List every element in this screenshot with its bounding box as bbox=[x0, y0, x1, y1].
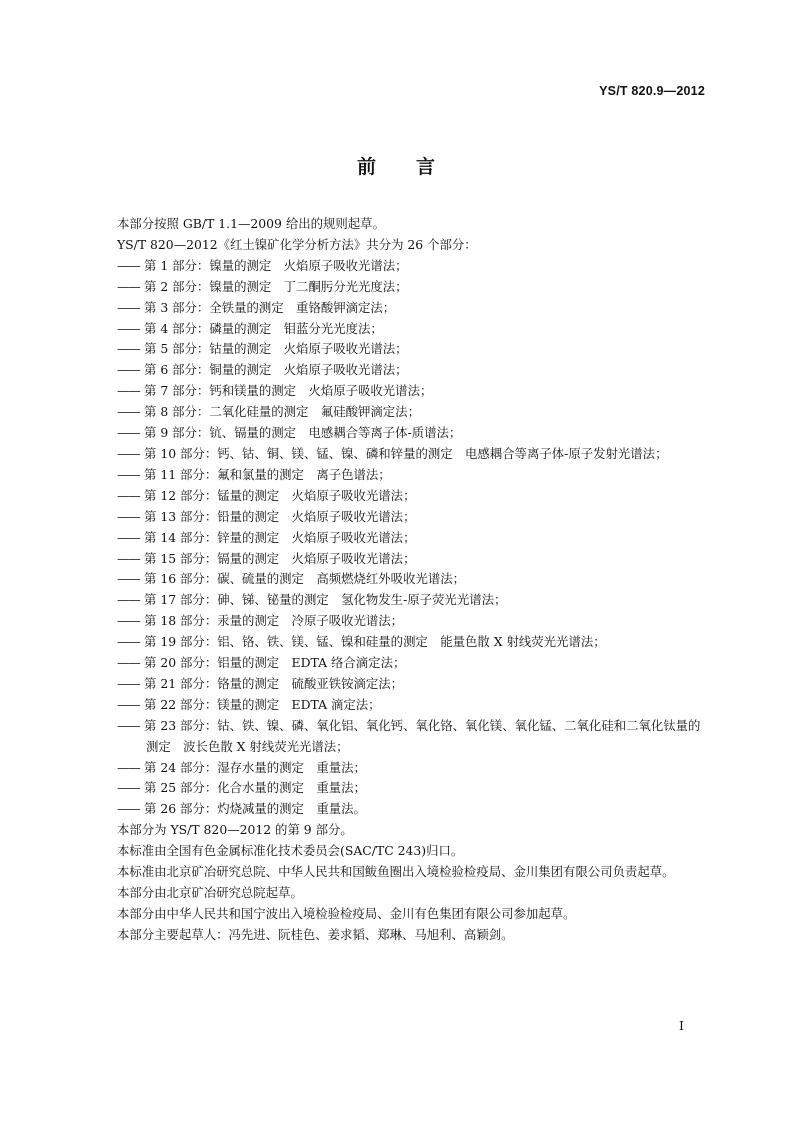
dash-mark: —— bbox=[117, 299, 140, 315]
dash-mark: —— bbox=[117, 696, 140, 712]
closing-paragraph: 本部分主要起草人：冯先进、阮桂色、姜求韬、郑琳、马旭利、高颖剑。 bbox=[117, 926, 514, 942]
list-item-text: 第 12 部分：锰量的测定 火焰原子吸收光谱法； bbox=[144, 487, 416, 503]
list-item-text: 第 21 部分：铬量的测定 硫酸亚铁铵滴定法； bbox=[144, 675, 404, 691]
list-item bbox=[90, 758, 710, 779]
list-item bbox=[90, 653, 710, 674]
list-item bbox=[90, 674, 710, 695]
list-item-text: 第 10 部分：钙、钴、铜、镁、锰、镍、磷和锌量的测定 电感耦合等离子体-原子发射光谱法； bbox=[144, 445, 668, 461]
dash-mark: —— bbox=[117, 404, 140, 420]
closing-paragraph: 本标准由北京矿冶研究总院、中华人民共和国鲅鱼圈出入境检验检疫局、金川集团有限公司负责起草。 bbox=[117, 864, 675, 880]
page-title: 前言 bbox=[356, 156, 475, 178]
list-item bbox=[90, 549, 710, 570]
dash-mark: —— bbox=[117, 341, 140, 357]
dash-mark: —— bbox=[117, 278, 140, 294]
list-item-text: 第 14 部分：锌量的测定 火焰原子吸收光谱法； bbox=[144, 529, 416, 545]
parts-list bbox=[90, 256, 710, 716]
list-item-text: 第 20 部分：铝量的测定 EDTA 络合滴定法； bbox=[144, 655, 406, 671]
list-item bbox=[90, 319, 710, 340]
page-number: I bbox=[679, 1018, 684, 1033]
list-item-text: 第 6 部分：铜量的测定 火焰原子吸收光谱法； bbox=[144, 362, 408, 378]
list-item-text: 第 17 部分：砷、锑、铋量的测定 氢化物发生-原子荧光光谱法； bbox=[144, 592, 507, 608]
list-item bbox=[90, 381, 710, 402]
list-item-text: 第 13 部分：铅量的测定 火焰原子吸收光谱法； bbox=[144, 508, 416, 524]
list-item-text: 第 18 部分：汞量的测定 冷原子吸收光谱法； bbox=[144, 613, 404, 629]
dash-mark: —— bbox=[117, 780, 140, 796]
list-item bbox=[90, 569, 710, 590]
dash-mark: —— bbox=[117, 571, 140, 587]
list-item-text: 第 4 部分：磷量的测定 钼蓝分光光度法； bbox=[144, 320, 383, 336]
list-item bbox=[90, 423, 710, 444]
dash-mark: —— bbox=[117, 257, 140, 273]
closing-paragraph: 本部分为 YS/T 820—2012 的第 9 部分。 bbox=[117, 822, 353, 838]
dash-mark: —— bbox=[117, 717, 140, 733]
list-item-text: 第 11 部分：氟和氯量的测定 离子色谱法； bbox=[144, 466, 391, 482]
list-item bbox=[90, 339, 710, 360]
list-item-text: 第 23 部分：钴、铁、镍、磷、氧化铝、氧化钙、氧化铬、氧化镁、氧化锰、二氧化硅和二氧化钛量的 bbox=[144, 717, 701, 733]
dash-mark: —— bbox=[117, 362, 140, 378]
list-item bbox=[90, 695, 710, 716]
list-item-text: 第 22 部分：镁量的测定 EDTA 滴定法； bbox=[144, 696, 381, 712]
list-item bbox=[90, 298, 710, 319]
dash-mark: —— bbox=[117, 613, 140, 629]
list-item-text: 第 15 部分：镉量的测定 火焰原子吸收光谱法； bbox=[144, 550, 416, 566]
intro-paragraph: YS/T 820—2012《红土镍矿化学分析方法》共分为 26 个部分： bbox=[117, 236, 477, 252]
list-item bbox=[90, 277, 710, 298]
document-body bbox=[90, 214, 710, 946]
dash-mark: —— bbox=[117, 466, 140, 482]
closing-paragraph: 本部分由北京矿冶研究总院起草。 bbox=[117, 885, 303, 900]
closing-paragraph: 本部分由中华人民共和国宁波出入境检验检疫局、金川有色集团有限公司参加起草。 bbox=[117, 905, 576, 921]
list-item-text: 第 26 部分：灼烧减量的测定 重量法。 bbox=[144, 801, 366, 817]
dash-mark: —— bbox=[117, 529, 140, 545]
list-item bbox=[90, 778, 710, 799]
list-item bbox=[90, 444, 710, 465]
list-item bbox=[90, 716, 710, 737]
dash-mark: —— bbox=[117, 425, 140, 441]
list-item bbox=[90, 486, 710, 507]
list-item-text: 第 19 部分：铝、铬、铁、镁、锰、镍和硅量的测定 能量色散 X 射线荧光光谱法； bbox=[144, 634, 606, 650]
dash-mark: —— bbox=[117, 508, 140, 524]
list-item-text: 第 9 部分：钪、镉量的测定 电感耦合等离子体-质谱法； bbox=[144, 425, 462, 441]
list-item-text: 第 1 部分：镍量的测定 火焰原子吸收光谱法； bbox=[144, 257, 408, 273]
list-item-text: 第 7 部分：钙和镁量的测定 火焰原子吸收光谱法； bbox=[144, 383, 433, 399]
list-item-text: 第 16 部分：碳、硫量的测定 高频燃烧红外吸收光谱法； bbox=[144, 571, 466, 587]
dash-mark: —— bbox=[117, 675, 140, 691]
list-item bbox=[90, 799, 710, 820]
list-item-text: 第 5 部分：钴量的测定 火焰原子吸收光谱法； bbox=[144, 341, 408, 357]
dash-mark: —— bbox=[117, 801, 140, 817]
dash-mark: —— bbox=[117, 445, 140, 461]
list-item-text: 第 25 部分：化合水量的测定 重量法； bbox=[144, 780, 366, 796]
dash-mark: —— bbox=[117, 487, 140, 503]
dash-mark: —— bbox=[117, 383, 140, 399]
list-item-text: 第 2 部分：镍量的测定 丁二酮肟分光光度法； bbox=[144, 278, 408, 294]
intro-paragraph: 本部分按照 GB/T 1.1—2009 给出的规则起草。 bbox=[117, 216, 385, 231]
dash-mark: —— bbox=[117, 592, 140, 608]
list-item bbox=[90, 256, 710, 277]
list-item bbox=[90, 360, 710, 381]
parts-list-tail bbox=[90, 758, 710, 821]
closing-paragraph: 本标准由全国有色金属标准化技术委员会(SAC/TC 243)归口。 bbox=[117, 843, 464, 859]
list-item-continuation: 测定 波长色散 X 射线荧光光谱法； bbox=[146, 738, 349, 754]
dash-mark: —— bbox=[117, 320, 140, 336]
dash-mark: —— bbox=[117, 550, 140, 566]
dash-mark: —— bbox=[117, 655, 140, 671]
list-item-text: 第 3 部分：全铁量的测定 重铬酸钾滴定法； bbox=[144, 299, 396, 315]
list-item bbox=[90, 632, 710, 653]
dash-mark: —— bbox=[117, 759, 140, 775]
list-item bbox=[90, 611, 710, 632]
list-item bbox=[90, 402, 710, 423]
list-item-text: 第 24 部分：湿存水量的测定 重量法； bbox=[144, 759, 366, 775]
list-item bbox=[90, 507, 710, 528]
dash-mark: —— bbox=[117, 634, 140, 650]
list-item bbox=[90, 590, 710, 611]
list-item-text: 第 8 部分：二氧化硅量的测定 氟硅酸钾滴定法； bbox=[144, 404, 420, 420]
list-item bbox=[90, 528, 710, 549]
document-code: YS/T 820.9—2012 bbox=[599, 84, 705, 98]
list-item bbox=[90, 465, 710, 486]
